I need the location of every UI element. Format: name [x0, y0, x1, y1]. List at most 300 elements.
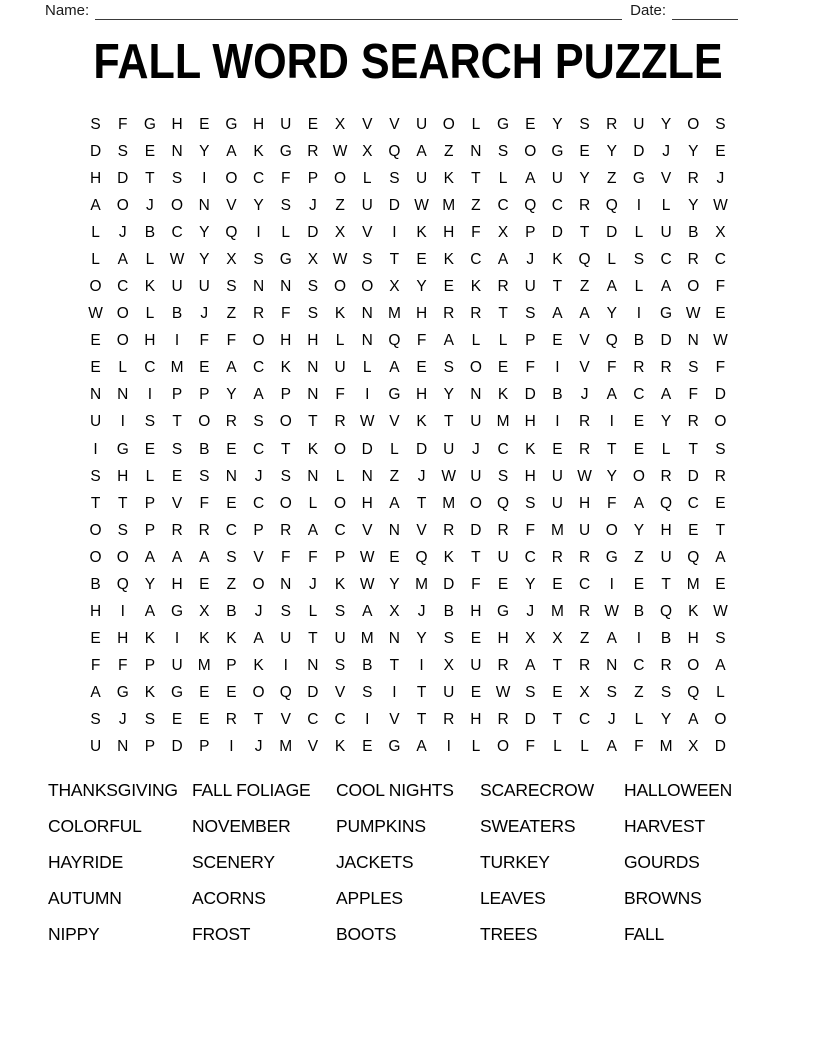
- grid-letter: F: [607, 359, 617, 377]
- grid-letter: Y: [199, 223, 210, 241]
- grid-letter: P: [525, 223, 536, 241]
- grid-letter: E: [171, 467, 183, 485]
- grid-letter: T: [688, 440, 698, 458]
- grid-letter: R: [551, 548, 563, 566]
- grid-letter: V: [416, 521, 427, 539]
- grid-letter: A: [633, 494, 645, 512]
- grid-letter: I: [419, 657, 424, 675]
- date-blank-line: [672, 2, 738, 20]
- name-blank-line: [95, 2, 622, 20]
- grid-letter: W: [414, 196, 429, 214]
- grid-letter: W: [169, 250, 185, 268]
- grid-letter: C: [252, 169, 265, 187]
- word-list-item: COLORFUL: [48, 816, 142, 837]
- grid-letter: D: [633, 142, 645, 160]
- grid-letter: T: [118, 494, 128, 512]
- grid-letter: S: [280, 196, 291, 214]
- grid-letter: J: [118, 711, 127, 729]
- grid-letter: S: [443, 630, 454, 648]
- grid-letter: J: [309, 575, 317, 593]
- grid-letter: S: [199, 467, 210, 485]
- grid-letter: O: [334, 278, 347, 296]
- grid-letter: G: [497, 115, 510, 133]
- grid-letter: R: [171, 521, 183, 539]
- grid-letter: R: [470, 305, 482, 323]
- grid-letter: O: [116, 305, 129, 323]
- grid-letter: E: [90, 630, 101, 648]
- grid-letter: D: [524, 711, 536, 729]
- grid-letter: U: [280, 115, 292, 133]
- grid-letter: K: [199, 630, 210, 648]
- grid-letter: A: [552, 305, 563, 323]
- grid-letter: T: [308, 630, 318, 648]
- grid-letter: Q: [524, 196, 537, 214]
- grid-letter: L: [471, 738, 481, 756]
- grid-letter: U: [443, 440, 455, 458]
- grid-letter: E: [199, 711, 210, 729]
- grid-letter: U: [578, 521, 591, 539]
- grid-letter: I: [120, 603, 125, 621]
- grid-letter: E: [90, 359, 101, 377]
- grid-letter: L: [471, 115, 481, 133]
- grid-letter: O: [252, 575, 265, 593]
- grid-letter: M: [442, 494, 456, 512]
- grid-letter: C: [334, 711, 346, 729]
- grid-letter: D: [89, 142, 102, 160]
- grid-letter: Y: [606, 142, 617, 160]
- grid-letter: T: [389, 250, 400, 268]
- grid-letter: N: [388, 630, 400, 648]
- grid-letter: E: [226, 494, 237, 512]
- grid-letter: Y: [688, 196, 699, 214]
- grid-letter: O: [469, 494, 482, 512]
- grid-letter: L: [308, 603, 318, 621]
- grid-letter: N: [198, 196, 210, 214]
- grid-letter: Z: [335, 196, 345, 214]
- grid-letter: U: [470, 467, 482, 485]
- grid-letter: G: [279, 142, 292, 160]
- grid-letter: K: [144, 684, 156, 702]
- grid-letter: C: [578, 575, 591, 593]
- grid-letter: O: [714, 413, 727, 431]
- grid-letter: L: [716, 684, 725, 702]
- grid-letter: E: [199, 575, 210, 593]
- grid-letter: K: [416, 413, 427, 431]
- grid-letter: E: [416, 250, 427, 268]
- grid-letter: N: [606, 657, 618, 675]
- grid-letter: Q: [605, 332, 618, 350]
- grid-letter: O: [89, 521, 102, 539]
- grid-letter: A: [606, 278, 617, 296]
- grid-letter: F: [335, 386, 345, 404]
- grid-letter: A: [416, 142, 427, 160]
- grid-letter: K: [307, 440, 319, 458]
- grid-letter: R: [497, 521, 509, 539]
- grid-letter: H: [280, 332, 292, 350]
- grid-letter: S: [280, 467, 291, 485]
- grid-letter: Y: [633, 521, 645, 539]
- grid-letter: H: [171, 115, 183, 133]
- grid-letter: O: [225, 169, 238, 187]
- grid-letter: K: [253, 142, 264, 160]
- grid-letter: B: [171, 305, 183, 323]
- grid-letter: R: [443, 521, 455, 539]
- grid-letter: S: [715, 630, 726, 648]
- grid-letter: T: [471, 169, 481, 187]
- grid-letter: W: [359, 413, 375, 431]
- grid-letter: X: [715, 223, 726, 241]
- grid-letter: S: [307, 305, 319, 323]
- grid-letter: Y: [606, 467, 617, 485]
- grid-letter: C: [117, 278, 129, 296]
- grid-letter: Y: [144, 575, 156, 593]
- grid-letter: G: [388, 738, 401, 756]
- grid-letter: O: [116, 332, 129, 350]
- grid-letter: O: [687, 115, 700, 133]
- grid-letter: J: [146, 196, 154, 214]
- grid-letter: F: [90, 657, 101, 675]
- grid-letter: M: [197, 657, 211, 675]
- grid-letter: R: [633, 359, 645, 377]
- grid-letter: S: [144, 711, 156, 729]
- grid-letter: E: [199, 359, 210, 377]
- grid-letter: X: [497, 223, 509, 241]
- grid-letter: I: [392, 684, 397, 702]
- grid-letter: M: [279, 738, 293, 756]
- grid-letter: N: [171, 142, 183, 160]
- grid-letter: L: [91, 250, 100, 268]
- grid-letter: T: [552, 278, 563, 296]
- grid-letter: P: [525, 332, 536, 350]
- grid-letter: R: [225, 711, 237, 729]
- grid-letter: O: [361, 278, 374, 296]
- grid-letter: N: [361, 467, 373, 485]
- grid-letter: Q: [116, 575, 129, 593]
- grid-letter: W: [713, 196, 728, 214]
- grid-letter: B: [226, 603, 237, 621]
- grid-letter: R: [443, 305, 455, 323]
- grid-letter: E: [389, 548, 400, 566]
- grid-letter: R: [578, 548, 591, 566]
- grid-letter: L: [634, 278, 644, 296]
- grid-letter: B: [688, 223, 699, 241]
- grid-letter: W: [359, 548, 375, 566]
- grid-letter: G: [116, 684, 129, 702]
- grid-letter: T: [661, 575, 671, 593]
- grid-letter: G: [551, 142, 564, 160]
- grid-letter: V: [307, 738, 319, 756]
- grid-letter: W: [495, 684, 511, 702]
- grid-letter: L: [498, 332, 508, 350]
- grid-letter: F: [199, 494, 209, 512]
- grid-letter: U: [198, 278, 210, 296]
- grid-letter: Z: [389, 467, 400, 485]
- word-list-item: NOVEMBER: [192, 816, 291, 837]
- grid-letter: M: [550, 603, 564, 621]
- grid-letter: D: [551, 223, 563, 241]
- grid-letter: P: [199, 386, 210, 404]
- grid-letter: E: [633, 413, 645, 431]
- grid-letter: A: [253, 630, 264, 648]
- grid-letter: E: [715, 575, 726, 593]
- grid-letter: E: [226, 684, 237, 702]
- word-list-item: TURKEY: [480, 851, 550, 872]
- grid-letter: A: [606, 630, 617, 648]
- grid-letter: A: [199, 548, 210, 566]
- grid-letter: R: [606, 115, 618, 133]
- grid-letter: N: [252, 278, 265, 296]
- grid-letter: A: [606, 386, 617, 404]
- grid-letter: H: [89, 603, 102, 621]
- grid-letter: R: [578, 413, 591, 431]
- grid-letter: U: [171, 278, 183, 296]
- grid-letter: S: [226, 278, 237, 296]
- grid-letter: V: [253, 548, 264, 566]
- grid-letter: X: [307, 250, 319, 268]
- word-list-item: NIPPY: [48, 923, 100, 944]
- grid-letter: U: [443, 684, 455, 702]
- grid-letter: N: [117, 738, 129, 756]
- grid-letter: L: [471, 332, 481, 350]
- grid-letter: K: [416, 223, 427, 241]
- grid-letter: D: [687, 467, 699, 485]
- grid-letter: H: [524, 467, 536, 485]
- grid-letter: U: [551, 494, 563, 512]
- grid-letter: B: [633, 332, 645, 350]
- grid-letter: X: [389, 278, 400, 296]
- grid-letter: P: [226, 657, 237, 675]
- grid-letter: X: [334, 223, 346, 241]
- grid-letter: E: [497, 359, 509, 377]
- grid-letter: Y: [199, 250, 210, 268]
- header-row: [45, 1, 738, 21]
- grid-letter: E: [307, 115, 319, 133]
- grid-letter: J: [526, 250, 535, 268]
- grid-letter: T: [253, 711, 264, 729]
- grid-letter: H: [252, 115, 265, 133]
- grid-letter: Y: [416, 630, 427, 648]
- grid-letter: E: [470, 684, 482, 702]
- grid-letter: S: [90, 115, 101, 133]
- grid-letter: A: [660, 386, 672, 404]
- grid-letter: R: [225, 413, 237, 431]
- grid-letter: P: [144, 521, 156, 539]
- grid-letter: U: [551, 467, 563, 485]
- word-list-item: SCENERY: [192, 851, 275, 872]
- grid-letter: E: [144, 142, 156, 160]
- grid-letter: Q: [687, 684, 700, 702]
- grid-letter: I: [636, 630, 642, 648]
- grid-letter: F: [281, 169, 291, 187]
- grid-letter: H: [144, 332, 156, 350]
- word-list-item: AUTUMN: [48, 887, 122, 908]
- grid-letter: H: [89, 169, 102, 187]
- grid-letter: T: [172, 413, 182, 431]
- grid-letter: F: [634, 738, 644, 756]
- grid-letter: U: [524, 278, 536, 296]
- grid-letter: O: [469, 359, 482, 377]
- word-list-item: SCARECROW: [480, 780, 594, 801]
- word-list-item: APPLES: [336, 887, 403, 908]
- grid-letter: T: [308, 413, 318, 431]
- grid-letter: E: [199, 684, 210, 702]
- grid-letter: L: [390, 440, 399, 458]
- grid-letter: X: [226, 250, 237, 268]
- grid-letter: J: [254, 603, 263, 621]
- grid-letter: L: [362, 169, 372, 187]
- grid-letter: J: [716, 169, 725, 187]
- grid-letter: I: [147, 386, 153, 404]
- grid-letter: S: [715, 115, 726, 133]
- grid-letter: T: [90, 494, 101, 512]
- grid-letter: K: [552, 250, 563, 268]
- grid-letter: C: [524, 548, 536, 566]
- grid-letter: S: [443, 359, 454, 377]
- grid-letter: A: [90, 684, 101, 702]
- grid-letter: N: [687, 332, 699, 350]
- grid-letter: S: [117, 521, 128, 539]
- grid-letter: B: [144, 223, 156, 241]
- grid-letter: L: [335, 467, 345, 485]
- grid-letter: R: [307, 142, 319, 160]
- grid-letter: E: [715, 142, 726, 160]
- grid-letter: S: [117, 142, 128, 160]
- grid-letter: Y: [389, 575, 400, 593]
- grid-letter: F: [607, 494, 617, 512]
- grid-letter: C: [171, 223, 183, 241]
- grid-letter: K: [470, 278, 482, 296]
- grid-letter: E: [633, 440, 645, 458]
- grid-letter: A: [688, 711, 699, 729]
- grid-letter: A: [389, 494, 400, 512]
- grid-letter: D: [443, 575, 455, 593]
- grid-letter: A: [253, 386, 264, 404]
- grid-letter: L: [498, 169, 508, 187]
- grid-letter: J: [607, 711, 616, 729]
- grid-letter: A: [362, 603, 373, 621]
- grid-letter: T: [471, 548, 481, 566]
- grid-letter: X: [579, 684, 590, 702]
- grid-letter: S: [171, 169, 183, 187]
- word-list-item: HAYRIDE: [48, 851, 124, 872]
- grid-letter: R: [198, 521, 210, 539]
- word-list: [48, 773, 774, 952]
- grid-letter: S: [90, 467, 101, 485]
- grid-letter: R: [660, 467, 672, 485]
- grid-letter: T: [444, 413, 454, 431]
- grid-letter: A: [389, 359, 400, 377]
- grid-letter: R: [497, 657, 509, 675]
- grid-letter: O: [252, 684, 265, 702]
- grid-letter: P: [171, 386, 183, 404]
- grid-letter: R: [578, 196, 591, 214]
- grid-letter: C: [551, 196, 563, 214]
- grid-letter: X: [688, 738, 699, 756]
- grid-letter: K: [144, 630, 156, 648]
- grid-letter: X: [389, 603, 400, 621]
- grid-letter: J: [580, 386, 589, 404]
- grid-letter: R: [687, 413, 699, 431]
- grid-letter: S: [90, 711, 101, 729]
- grid-letter: E: [633, 575, 645, 593]
- grid-letter: P: [199, 738, 210, 756]
- grid-letter: A: [660, 278, 672, 296]
- grid-letter: K: [443, 548, 454, 566]
- grid-letter: Z: [634, 684, 644, 702]
- grid-letter: Q: [578, 250, 591, 268]
- grid-letter: S: [715, 440, 726, 458]
- grid-letter: Q: [225, 223, 238, 241]
- grid-letter: U: [361, 196, 373, 214]
- grid-letter: F: [715, 278, 726, 296]
- word-list-item: HALLOWEEN: [624, 780, 733, 801]
- grid-letter: S: [334, 603, 346, 621]
- grid-letter: N: [307, 359, 319, 377]
- word-list-item: GOURDS: [624, 851, 700, 872]
- grid-letter: S: [497, 467, 509, 485]
- grid-letter: K: [253, 657, 264, 675]
- grid-letter: G: [605, 548, 618, 566]
- grid-letter: G: [660, 305, 673, 323]
- grid-letter: K: [688, 603, 699, 621]
- grid-letter: T: [715, 521, 726, 539]
- grid-letter: D: [117, 169, 129, 187]
- grid-letter: R: [714, 467, 726, 485]
- grid-letter: J: [472, 440, 480, 458]
- grid-letter: M: [442, 196, 456, 214]
- grid-letter: C: [633, 386, 645, 404]
- grid-letter: E: [552, 440, 563, 458]
- grid-letter: L: [661, 196, 671, 214]
- grid-letter: L: [145, 250, 155, 268]
- grid-letter: N: [361, 305, 373, 323]
- grid-letter: I: [609, 575, 614, 593]
- grid-letter: A: [715, 548, 726, 566]
- grid-letter: I: [446, 738, 451, 756]
- grid-letter: S: [525, 684, 536, 702]
- grid-letter: E: [199, 115, 210, 133]
- grid-letter: S: [334, 657, 346, 675]
- grid-letter: E: [362, 738, 373, 756]
- grid-letter: C: [497, 196, 509, 214]
- grid-letter: V: [579, 359, 590, 377]
- grid-letter: O: [524, 142, 537, 160]
- grid-letter: K: [226, 630, 237, 648]
- grid-letter: I: [120, 413, 125, 431]
- grid-letter: P: [307, 169, 319, 187]
- grid-letter: O: [632, 467, 645, 485]
- grid-letter: C: [144, 359, 156, 377]
- grid-letter: E: [90, 332, 101, 350]
- grid-letter: K: [497, 386, 509, 404]
- grid-letter: M: [360, 630, 374, 648]
- grid-letter: W: [713, 603, 728, 621]
- grid-letter: S: [144, 413, 156, 431]
- grid-letter: E: [688, 521, 699, 539]
- grid-letter: U: [334, 630, 346, 648]
- grid-letter: D: [524, 386, 536, 404]
- grid-letter: D: [415, 440, 428, 458]
- grid-letter: J: [118, 223, 127, 241]
- grid-letter: L: [145, 305, 155, 323]
- grid-letter: R: [497, 711, 509, 729]
- grid-letter: B: [633, 603, 645, 621]
- grid-letter: A: [606, 738, 617, 756]
- word-list-item: ACORNS: [192, 887, 266, 908]
- grid-letter: N: [89, 386, 102, 404]
- grid-letter: H: [117, 467, 129, 485]
- grid-letter: Z: [444, 142, 454, 160]
